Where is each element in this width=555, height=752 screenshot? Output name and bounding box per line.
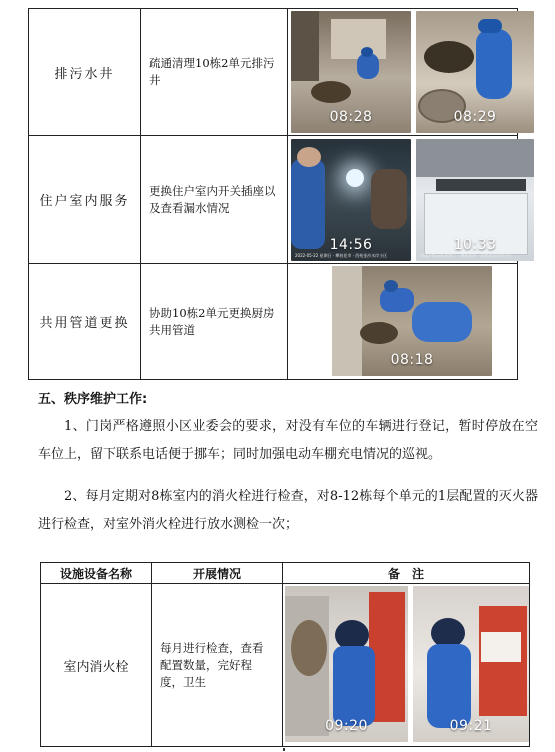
column-header: 开展情况	[152, 563, 283, 584]
facility-name: 室内消火栓	[41, 584, 152, 747]
item-name: 排污水井	[29, 9, 141, 136]
item-description: 更换住户室内开关插座以及查看漏水情况	[141, 136, 288, 264]
table-row	[29, 264, 518, 380]
photo-hydrant-2	[413, 586, 529, 742]
page-marker	[283, 748, 285, 751]
table-row	[29, 9, 518, 136]
photo-timestamp: 08:18	[390, 352, 434, 368]
table-header-row	[41, 563, 530, 584]
photo-indoor-2: 10:33 2022-05-24 星期二 · 攀枝花市 · 西苑金沙水岸小区	[416, 139, 534, 261]
facility-table	[40, 562, 530, 747]
photo-timestamp: 14:56	[329, 237, 373, 253]
maintenance-table	[28, 8, 518, 380]
photo-timestamp: 09:21	[449, 718, 493, 734]
table-row	[41, 584, 530, 747]
photo-sewer-1	[291, 11, 411, 133]
table-row	[29, 136, 518, 264]
item-description: 疏通清理10栋2单元排污井	[141, 9, 288, 136]
photo-cell	[288, 9, 518, 136]
item-name: 共用管道更换	[29, 264, 141, 380]
column-header: 备 注	[283, 563, 530, 584]
section-title: 五、秩序维护工作:	[38, 392, 148, 407]
item-name: 住户室内服务	[29, 136, 141, 264]
facility-description: 每月进行检查，查看配置数量，完好程度，卫生	[152, 584, 283, 747]
photo-cell	[283, 584, 530, 747]
photo-cell	[288, 264, 518, 380]
column-header: 设施设备名称	[41, 563, 152, 584]
photo-timestamp: 08:28	[329, 109, 373, 125]
photo-timestamp: 09:20	[325, 718, 368, 734]
photo-sewer-2	[416, 11, 534, 133]
photo-cell	[288, 136, 518, 264]
photo-indoor-1: 14:56 2022-05-22 星期日 · 攀枝花市 · 西苑金沙水岸小区	[291, 139, 411, 261]
photo-timestamp: 10:33	[453, 237, 497, 253]
photo-timestamp: 08:29	[453, 109, 497, 125]
paragraph: 2、每月定期对8栋室内的消火栓进行检查，对8-12栋每个单元的1层配置的灭火器进行检查，对室外消火栓进行放水测检一次；	[38, 489, 538, 532]
photo-pipe	[332, 266, 492, 376]
paragraph: 1、门岗严格遵照小区业委会的要求，对没有车位的车辆进行登记，暂时停放在空车位上，留下联系电话便于挪车；同时加强电动车棚充电情况的巡视。	[38, 419, 538, 462]
item-description: 协助10栋2单元更换厨房共用管道	[141, 264, 288, 380]
photo-hydrant-1	[285, 586, 408, 742]
